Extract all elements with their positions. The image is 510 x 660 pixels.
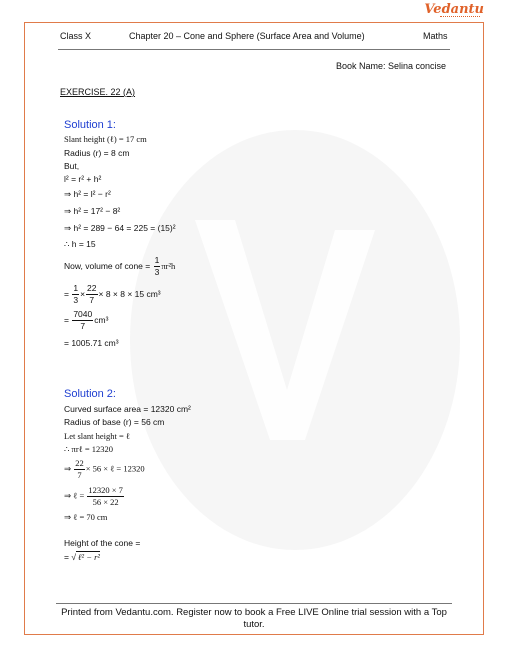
volume-formula xyxy=(64,255,175,278)
volume-step-1: = $\frac{1}{3}$ × $\frac{22}{7}$ × 8 × 8 × 15 cm³ xyxy=(64,283,161,305)
h-squared-step-2: ⇒ h² = 17² − 8² xyxy=(64,206,121,216)
header-divider xyxy=(58,49,450,50)
header-subject: Maths xyxy=(423,31,448,41)
logo-underline xyxy=(440,16,480,19)
slant-height-let: Let slant height = ℓ xyxy=(64,431,130,441)
volume-result: = 1005.71 cm³ xyxy=(64,338,119,348)
h-result: ∴ h = 15 xyxy=(64,239,96,249)
solution-2-title: Solution 2: xyxy=(64,388,116,400)
header-class: Class X xyxy=(60,31,92,41)
volume-suffix: πr²h xyxy=(161,260,176,271)
radius-line: Radius (r) = 8 cm xyxy=(64,148,130,158)
slant-height-result: ⇒ ℓ = 70 cm xyxy=(64,512,108,522)
csa-line: Curved surface area = 12320 cm² xyxy=(64,404,191,414)
fraction-22-7: $\frac{22}{7}$ xyxy=(75,458,84,480)
vedantu-logo: Vedantu xyxy=(424,2,484,17)
height-of-cone-label: Height of the cone = xyxy=(64,538,141,548)
pythagoras-line: l² = r² + h² xyxy=(64,174,102,184)
header-chapter: Chapter 20 – Cone and Sphere (Surface Area and Volume) xyxy=(129,31,365,41)
fraction-22-7: $\frac{22}{7}$ xyxy=(87,283,97,305)
csa-step-1: ⇒ $\frac{22}{7}$ × 56 × ℓ = 12320 xyxy=(64,458,145,480)
slant-height-line: Slant height (ℓ) = 17 cm xyxy=(64,134,147,144)
base-radius-line: Radius of base (r) = 56 cm xyxy=(64,417,165,427)
volume-prefix: Now, volume of cone = xyxy=(64,260,153,271)
one-third-fraction: $\frac{1}{3}$ xyxy=(154,255,160,277)
solution-1-title: Solution 1: xyxy=(64,119,116,131)
footer-text: Printed from Vedantu.com. Register now to book a Free LIVE Online trial session with a Top tutor. xyxy=(61,607,447,630)
fraction-slant-height: $\frac{12320 \times 7}{56 \times 22}$ xyxy=(88,485,123,507)
fraction-7040-7: $\frac{7040}{7}$ xyxy=(73,309,93,331)
h-squared-step-3: ⇒ h² = 289 − 64 = 225 = (15)² xyxy=(64,223,176,233)
watermark-v-icon xyxy=(175,190,395,470)
h-squared-step-1: ⇒ h² = l² − r² xyxy=(64,189,111,199)
fraction-one-third: $\frac{1}{3}$ xyxy=(73,283,79,305)
exercise-title: EXERCISE. 22 (A) xyxy=(60,87,136,97)
book-name: Book Name: Selina concise xyxy=(335,61,446,71)
csa-step-2: ⇒ ℓ = $\frac{12320 \times 7}{56 \times 22}$ xyxy=(64,485,123,507)
height-root-expression: = √ ℓ² − r² xyxy=(64,552,100,562)
volume-step-2: = $\frac{7040}{7}$ cm³ xyxy=(64,309,109,331)
csa-equation: ∴ πrℓ = 12320 xyxy=(64,444,114,454)
footer-divider xyxy=(56,603,452,604)
but-line: But, xyxy=(64,161,80,171)
